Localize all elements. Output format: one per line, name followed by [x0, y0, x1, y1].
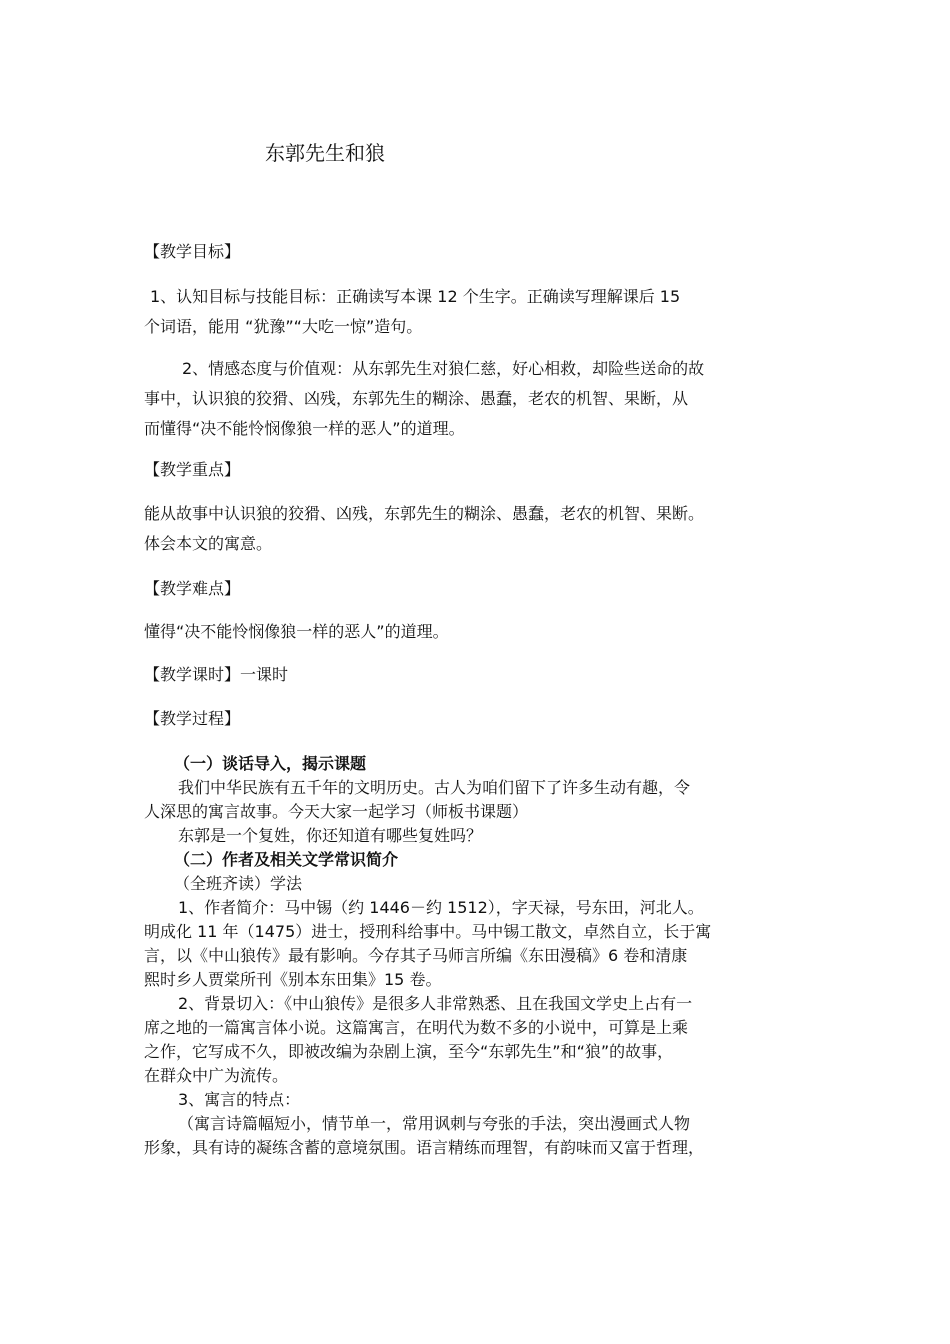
section-2-line: 形象，具有诗的凝练含蓄的意境氛围。语言精练而理智，有韵味而又富于哲理， — [144, 1138, 705, 1157]
document-title: 东郭先生和狼 — [265, 141, 385, 165]
key-points-body — [144, 499, 824, 559]
key-points-line: 能从故事中认识狼的狡猾、凶残，东郭先生的糊涂、愚蠢，老农的机智、果断。 — [144, 504, 705, 523]
section-2-line: 之作，它写成不久，即被改编为杂剧上演，至今“东郭先生”和“狼”的故事， — [144, 1042, 674, 1061]
key-points-line: 体会本文的寓意。 — [144, 534, 273, 553]
difficulties-heading: 【教学难点】 — [144, 579, 241, 598]
key-points-section — [144, 455, 824, 485]
section-2-line: 2、背景切入：《中山狼传》是很多人非常熟悉、且在我国文学史上占有一 — [178, 994, 693, 1013]
objectives-section — [144, 237, 824, 267]
difficulties-body — [144, 617, 824, 647]
section-2-line: 1、作者简介：马中锡（约 1446－约 1512），字天禄，号东田，河北人。 — [178, 898, 704, 917]
section-2-line: 席之地的一篇寓言体小说。这篇寓言，在明代为数不多的小说中，可算是上乘 — [144, 1018, 689, 1037]
objectives-item-2-line: 而懂得“决不能怜悯像狼一样的恶人”的道理。 — [144, 419, 465, 438]
section-2-line: 明成化 11 年（1475）进士，授刑科给事中。马中锡工散文，卓然自立，长于寓 — [144, 922, 712, 941]
process-section — [144, 704, 824, 734]
process-heading: 【教学过程】 — [144, 709, 241, 728]
section-2-line: 3、寓言的特点： — [178, 1090, 301, 1109]
section-2-line: 言，以《中山狼传》最有影响。今存其子马师言所编《东田漫稿》6 卷和清康 — [144, 946, 688, 965]
section-1-line: 人深思的寓言故事。今天大家一起学习（师板书课题） — [144, 802, 529, 821]
class-hours-heading: 【教学课时】一课时 — [144, 665, 289, 684]
difficulties-section — [144, 574, 824, 604]
objectives-item-2-line: 2、情感态度与价值观：从东郭先生对狼仁慈，好心相救，却险些送命的故 — [182, 359, 705, 378]
key-points-heading: 【教学重点】 — [144, 460, 241, 479]
objectives-item-1-line: 个词语，能用 “犹豫”“大吃一惊”造句。 — [144, 317, 423, 336]
section-2-title: （二）作者及相关文学常识简介 — [174, 850, 399, 869]
section-2-line: 在群众中广为流传。 — [144, 1066, 289, 1085]
objectives-item-1-line: 1、认知目标与技能目标：正确读写本课 12 个生字。正确读写理解课后 15 — [150, 287, 681, 306]
objectives-item-1 — [144, 282, 824, 342]
objectives-item-2 — [144, 354, 824, 444]
class-hours-section — [144, 660, 824, 690]
objectives-item-2-line: 事中，认识狼的狡猾、凶残，东郭先生的糊涂、愚蠢，老农的机智、果断，从 — [144, 389, 689, 408]
section-2-line: 熙时乡人贾棠所刊《别本东田集》15 卷。 — [144, 970, 442, 989]
section-1-title: （一）谈话导入，揭示课题 — [174, 754, 367, 773]
section-1-line: 东郭是一个复姓，你还知道有哪些复姓吗？ — [178, 826, 483, 845]
section-1-line: 我们中华民族有五千年的文明历史。古人为咱们留下了许多生动有趣，令 — [178, 778, 691, 797]
section-2-line: （寓言诗篇幅短小，情节单一，常用讽刺与夸张的手法，突出漫画式人物 — [178, 1114, 691, 1133]
objectives-heading: 【教学目标】 — [144, 242, 241, 261]
process-body — [144, 752, 824, 1160]
difficulties-line: 懂得“决不能怜悯像狼一样的恶人”的道理。 — [144, 622, 449, 641]
section-2-line: （全班齐读）学法 — [174, 874, 303, 893]
